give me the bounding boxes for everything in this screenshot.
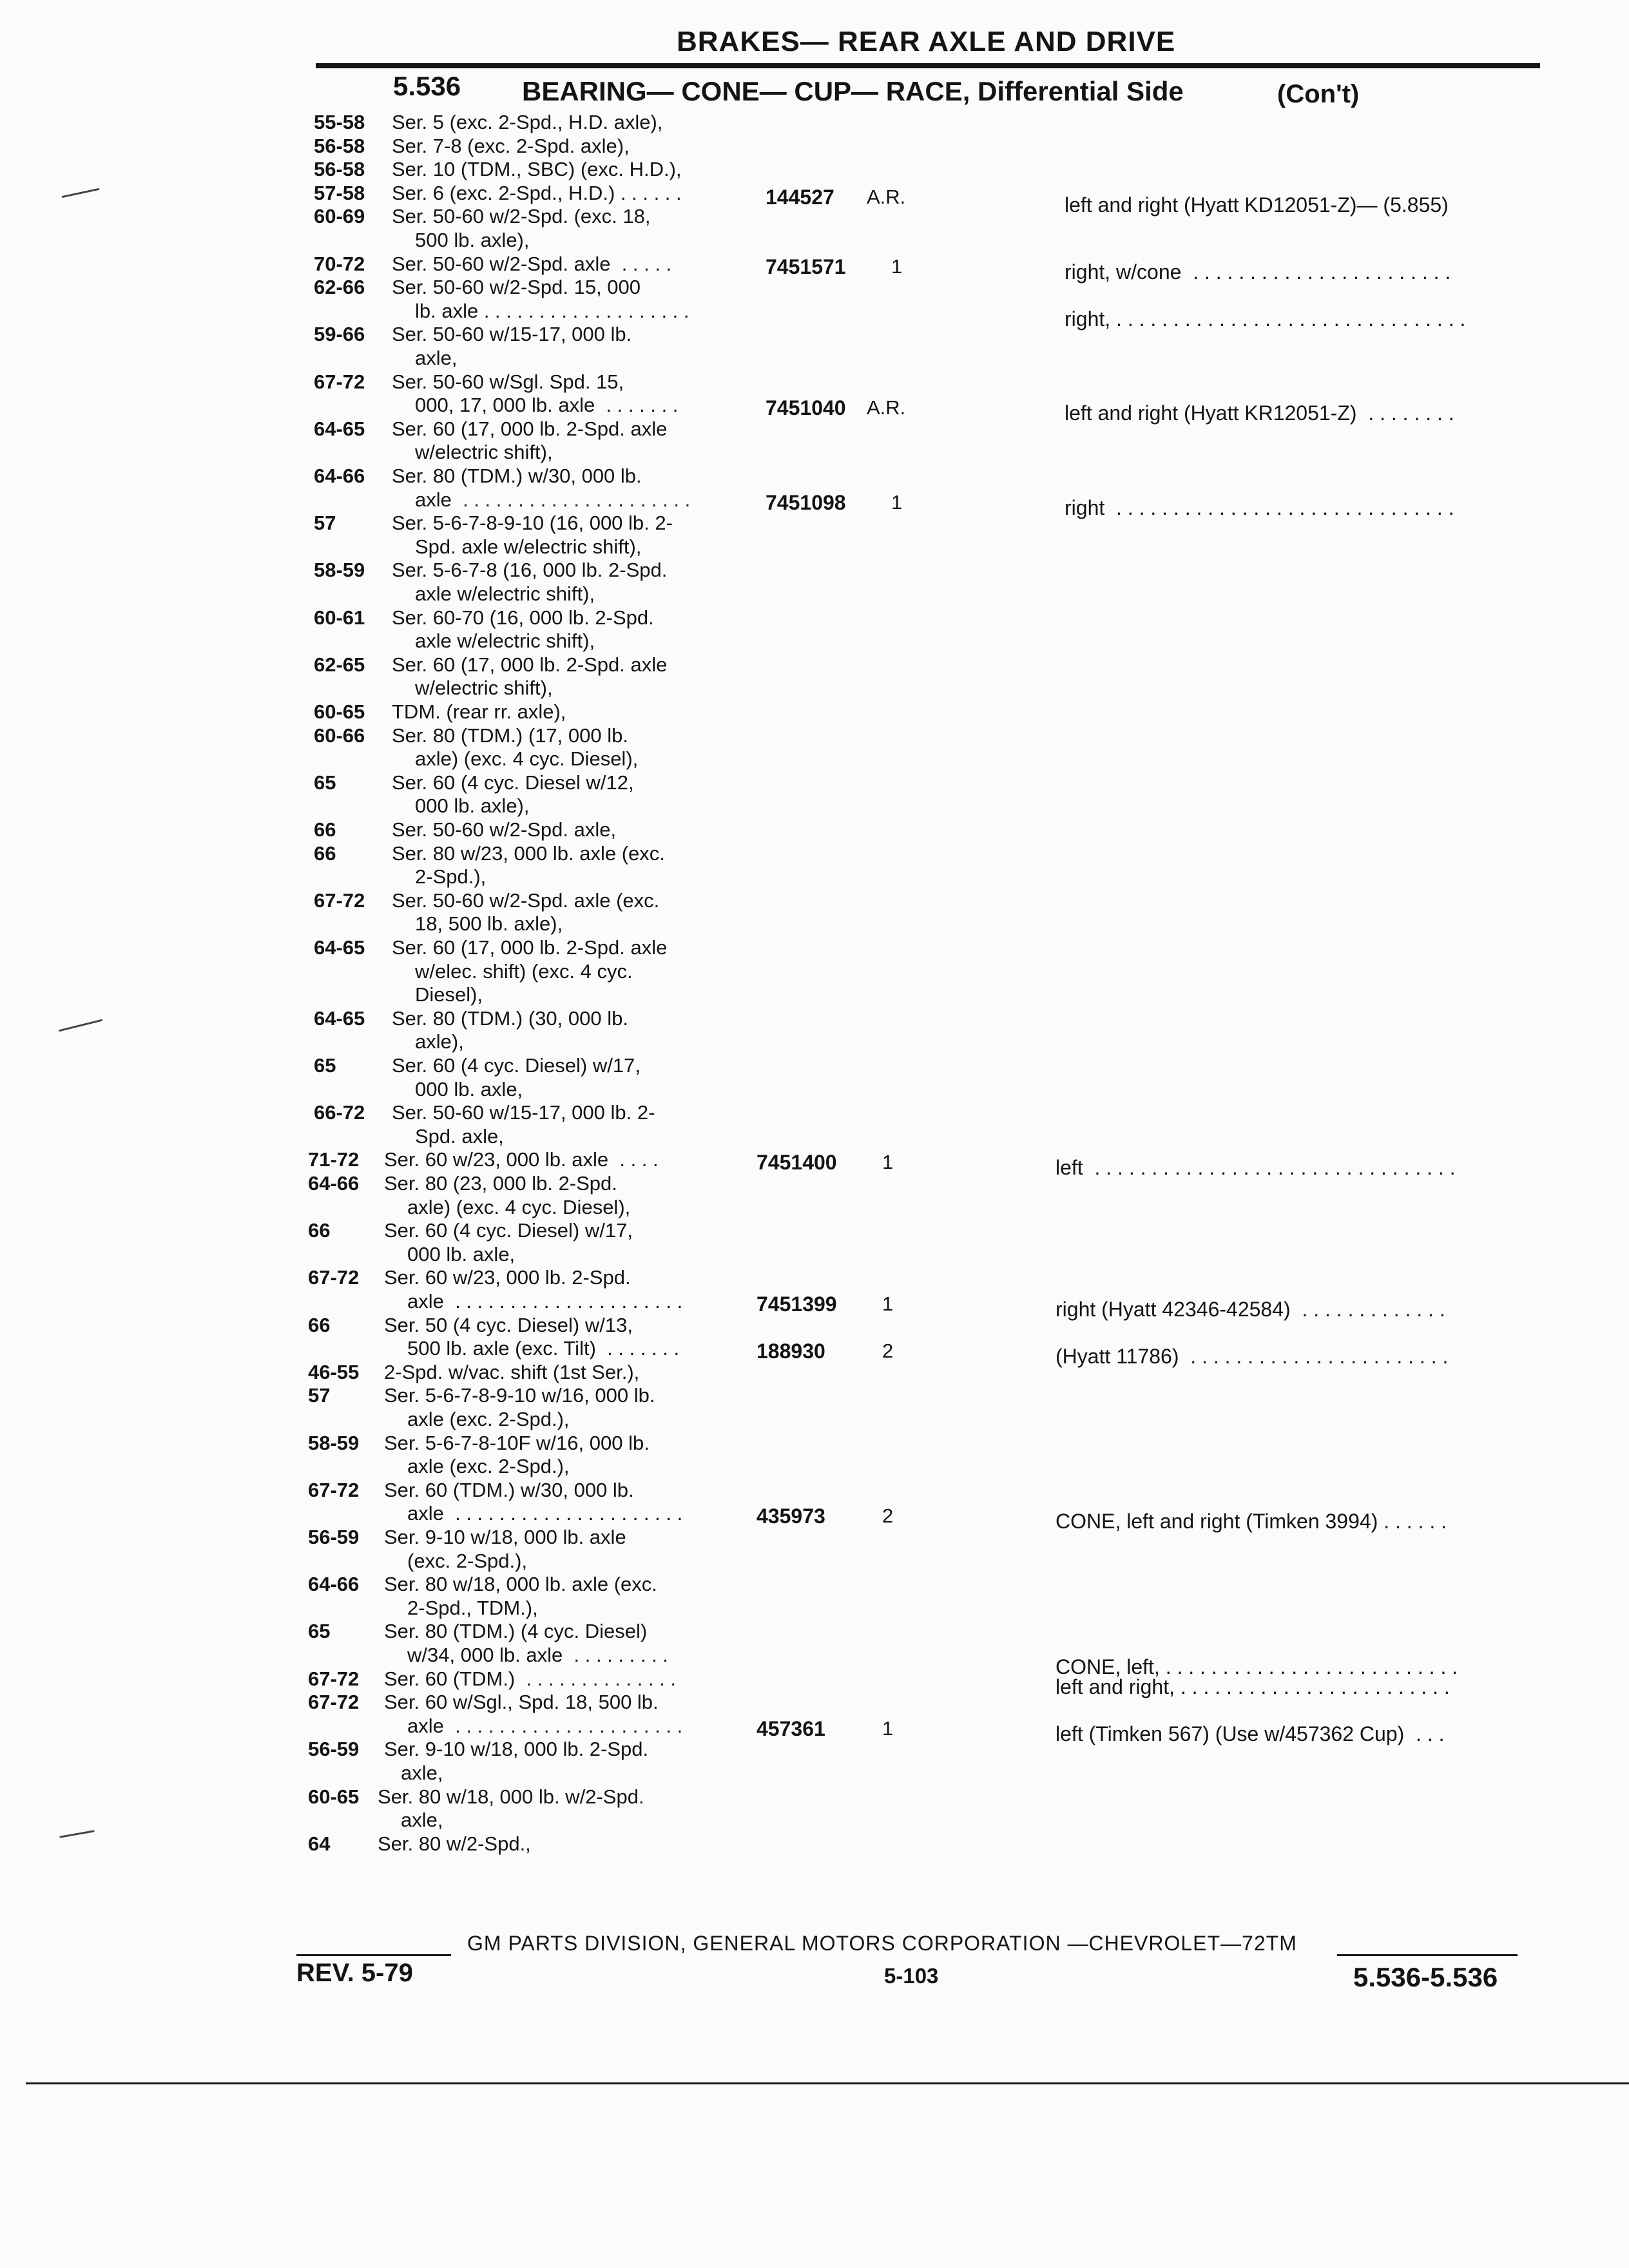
model-years: 65 (314, 771, 336, 794)
part-description: right (Hyatt 42346-42584) . . . . . . . . . . . . . (1055, 1298, 1445, 1321)
model-years: 64-66 (308, 1573, 360, 1595)
model-years: 66 (314, 818, 336, 841)
part-number: 7451399 (757, 1293, 837, 1316)
application-description: Ser. 5-6-7-8 (16, 000 lb. 2-Spd. (392, 559, 668, 581)
application-description: Ser. 60 (4 cyc. Diesel w/12, (392, 771, 634, 794)
part-description: CONE, left, . . . . . . . . . . . . . . . . . . . . . . . . . . (1055, 1655, 1458, 1678)
section-number: 5.536 (393, 71, 461, 101)
application-description: TDM. (rear rr. axle), (392, 700, 566, 723)
application-description: axle . . . . . . . . . . . . . . . . . . . . . (407, 1502, 683, 1524)
application-description: Ser. 60 (4 cyc. Diesel) w/17, (392, 1054, 641, 1077)
model-years: 60-65 (308, 1785, 360, 1808)
application-description: Ser. 60 (4 cyc. Diesel) w/17, (384, 1219, 633, 1242)
application-description: Ser. 50 (4 cyc. Diesel) w/13, (384, 1314, 633, 1336)
model-years: 64 (308, 1832, 331, 1855)
quantity: A.R. (867, 186, 906, 208)
application-description: Spd. axle w/electric shift), (415, 535, 642, 558)
quantity: 1 (882, 1293, 894, 1315)
application-description: Ser. 50-60 w/15-17, 000 lb. (392, 323, 632, 345)
application-description: Ser. 80 (23, 000 lb. 2-Spd. (384, 1172, 617, 1195)
application-description: Ser. 60 (17, 000 lb. 2-Spd. axle (392, 936, 668, 959)
application-description: Ser. 50-60 w/15-17, 000 lb. 2- (392, 1101, 655, 1124)
application-description: 2-Spd.), (415, 865, 487, 888)
part-description: left and right (Hyatt KR12051-Z) . . . . . . . . (1065, 401, 1454, 425)
application-description: Spd. axle, (415, 1125, 504, 1148)
model-years: 70-72 (314, 253, 365, 275)
part-description: CONE, left and right (Timken 3994) . . . . . . (1055, 1510, 1447, 1533)
application-description: Ser. 80 (TDM.) (30, 000 lb. (392, 1007, 628, 1030)
application-description: Ser. 9-10 w/18, 000 lb. 2-Spd. (384, 1738, 649, 1760)
bottom-rule (26, 2082, 1629, 2084)
quantity: 1 (891, 255, 903, 278)
application-description: axle, (415, 347, 458, 369)
part-description: left (Timken 567) (Use w/457362 Cup) . . . (1055, 1722, 1445, 1745)
application-description: Ser. 50-60 w/2-Spd. (exc. 18, (392, 205, 651, 227)
model-years: 58-59 (308, 1432, 360, 1454)
application-description: Ser. 50-60 w/2-Spd. axle . . . . . (392, 253, 672, 275)
quantity: 1 (882, 1151, 894, 1173)
model-years: 66 (314, 842, 336, 865)
part-number: 7451098 (766, 491, 846, 514)
margin-mark (59, 1830, 95, 1838)
part-number: 7451040 (766, 396, 846, 419)
application-description: Ser. 80 w/2-Spd., (378, 1832, 531, 1855)
application-description: Ser. 60 (17, 000 lb. 2-Spd. axle (392, 418, 668, 440)
header-rule (316, 63, 1540, 68)
model-years: 62-65 (314, 653, 365, 676)
model-years: 56-58 (314, 135, 365, 157)
model-years: 56-59 (308, 1738, 360, 1760)
revision-date: REV. 5-79 (296, 1959, 413, 1987)
application-description: Ser. 80 (TDM.) (4 cyc. Diesel) (384, 1620, 648, 1642)
application-description: Ser. 5-6-7-8-9-10 w/16, 000 lb. (384, 1384, 655, 1407)
application-description: w/electric shift), (415, 441, 553, 463)
application-description: axle) (exc. 4 cyc. Diesel), (415, 747, 639, 770)
model-years: 66 (308, 1219, 331, 1242)
application-description: axle (exc. 2-Spd.), (407, 1455, 570, 1477)
application-description: axle, (401, 1809, 443, 1831)
application-description: Ser. 5-6-7-8-10F w/16, 000 lb. (384, 1432, 650, 1454)
application-description: w/electric shift), (415, 677, 553, 699)
application-description: Ser. 10 (TDM., SBC) (exc. H.D.), (392, 158, 682, 180)
application-description: Ser. 60 w/23, 000 lb. 2-Spd. (384, 1266, 631, 1289)
application-description: Ser. 80 w/18, 000 lb. w/2-Spd. (378, 1785, 644, 1808)
application-description: Ser. 7-8 (exc. 2-Spd. axle), (392, 135, 630, 157)
application-description: 2-Spd. w/vac. shift (1st Ser.), (384, 1361, 640, 1383)
model-years: 66-72 (314, 1101, 365, 1124)
model-years: 57-58 (314, 182, 365, 204)
part-description: right, . . . . . . . . . . . . . . . . . . . . . . . . . . . . . . . (1065, 307, 1466, 331)
application-description: axle (exc. 2-Spd.), (407, 1408, 570, 1430)
application-description: Ser. 60 (17, 000 lb. 2-Spd. axle (392, 653, 668, 676)
part-number: 457361 (757, 1717, 825, 1740)
application-description: Ser. 9-10 w/18, 000 lb. axle (384, 1526, 626, 1548)
quantity: 1 (882, 1717, 894, 1740)
model-years: 67-72 (308, 1479, 360, 1501)
application-description: Ser. 50-60 w/2-Spd. axle, (392, 818, 617, 841)
model-years: 64-65 (314, 1007, 365, 1030)
application-description: Ser. 5-6-7-8-9-10 (16, 000 lb. 2- (392, 512, 673, 534)
footer-rule-left (296, 1954, 451, 1956)
application-description: Ser. 60 (TDM.) . . . . . . . . . . . . . . (384, 1667, 677, 1690)
application-description: Ser. 5 (exc. 2-Spd., H.D. axle), (392, 111, 663, 133)
part-number: 435973 (757, 1504, 825, 1528)
part-description: left and right, . . . . . . . . . . . . . . . . . . . . . . . . (1055, 1675, 1450, 1698)
part-description: left . . . . . . . . . . . . . . . . . . . . . . . . . . . . . . . . (1055, 1156, 1456, 1179)
application-description: Diesel), (415, 983, 483, 1006)
application-description: axle w/electric shift), (415, 629, 595, 652)
application-description: 000 lb. axle), (415, 794, 530, 817)
model-years: 60-66 (314, 724, 365, 747)
application-description: 000 lb. axle, (415, 1078, 523, 1100)
quantity: A.R. (867, 396, 906, 419)
application-description: axle) (exc. 4 cyc. Diesel), (407, 1196, 631, 1218)
page-number: 5-103 (884, 1964, 939, 1988)
model-years: 46-55 (308, 1361, 360, 1383)
model-years: 67-72 (308, 1266, 360, 1289)
model-years: 60-65 (314, 700, 365, 723)
model-years: 64-65 (314, 936, 365, 959)
section-continued: (Con't) (1277, 80, 1360, 108)
part-number: 188930 (757, 1340, 825, 1363)
application-description: Ser. 60 w/Sgl., Spd. 18, 500 lb. (384, 1691, 659, 1713)
part-number: 144527 (766, 186, 834, 209)
application-description: Ser. 80 w/23, 000 lb. axle (exc. (392, 842, 665, 865)
part-description: left and right (Hyatt KD12051-Z)— (5.855) (1065, 193, 1449, 216)
application-description: Ser. 50-60 w/Sgl. Spd. 15, (392, 370, 624, 393)
model-years: 71-72 (308, 1148, 360, 1171)
application-description: axle . . . . . . . . . . . . . . . . . . . . . (415, 488, 691, 511)
model-years: 67-72 (314, 889, 365, 912)
section-range: 5.536-5.536 (1353, 1962, 1498, 1992)
model-years: 62-66 (314, 276, 365, 298)
part-description: (Hyatt 11786) . . . . . . . . . . . . . . . . . . . . . . . (1055, 1345, 1449, 1368)
model-years: 64-66 (314, 465, 365, 487)
footer-rule-right (1337, 1954, 1518, 1956)
section-title: BEARING— CONE— CUP— RACE, Differential Side (522, 76, 1184, 106)
application-description: axle . . . . . . . . . . . . . . . . . . . . . (407, 1290, 683, 1312)
application-description: axle . . . . . . . . . . . . . . . . . . . . . (407, 1715, 683, 1737)
application-description: 18, 500 lb. axle), (415, 912, 563, 935)
model-years: 58-59 (314, 559, 365, 581)
application-description: (exc. 2-Spd.), (407, 1550, 528, 1572)
application-description: Ser. 6 (exc. 2-Spd., H.D.) . . . . . . (392, 182, 682, 204)
application-description: axle), (415, 1030, 464, 1053)
model-years: 60-61 (314, 606, 365, 629)
application-description: Ser. 80 (TDM.) w/30, 000 lb. (392, 465, 642, 487)
model-years: 56-58 (314, 158, 365, 180)
margin-mark (59, 1019, 103, 1032)
model-years: 65 (308, 1620, 331, 1642)
model-years: 57 (314, 512, 336, 534)
model-years: 56-59 (308, 1526, 360, 1548)
application-description: w/elec. shift) (exc. 4 cyc. (415, 960, 633, 983)
application-description: Ser. 50-60 w/2-Spd. axle (exc. (392, 889, 660, 912)
model-years: 65 (314, 1054, 336, 1077)
application-description: 500 lb. axle), (415, 229, 530, 251)
part-number: 7451571 (766, 255, 846, 278)
model-years: 60-69 (314, 205, 365, 227)
margin-mark (61, 188, 99, 198)
application-description: 000, 17, 000 lb. axle . . . . . . . (415, 394, 679, 416)
model-years: 64-65 (314, 418, 365, 440)
model-years: 67-72 (314, 370, 365, 393)
application-description: 2-Spd., TDM.), (407, 1597, 538, 1619)
application-description: Ser. 60-70 (16, 000 lb. 2-Spd. (392, 606, 654, 629)
model-years: 59-66 (314, 323, 365, 345)
part-number: 7451400 (757, 1151, 837, 1174)
application-description: w/34, 000 lb. axle . . . . . . . . . (407, 1644, 668, 1666)
model-years: 67-72 (308, 1691, 360, 1713)
application-description: Ser. 80 w/18, 000 lb. axle (exc. (384, 1573, 657, 1595)
application-description: Ser. 60 w/23, 000 lb. axle . . . . (384, 1148, 659, 1171)
footer-organization: GM PARTS DIVISION, GENERAL MOTORS CORPORATION —CHEVROLET—72TM (467, 1932, 1297, 1955)
application-description: axle, (401, 1762, 443, 1784)
model-years: 67-72 (308, 1667, 360, 1690)
quantity: 1 (891, 491, 903, 514)
model-years: 66 (308, 1314, 331, 1336)
application-description: Ser. 80 (TDM.) (17, 000 lb. (392, 724, 628, 747)
page-header-title: BRAKES— REAR AXLE AND DRIVE (677, 26, 1176, 57)
model-years: 55-58 (314, 111, 365, 133)
application-description: lb. axle . . . . . . . . . . . . . . . . . . . (415, 300, 689, 322)
application-description: Ser. 50-60 w/2-Spd. 15, 000 (392, 276, 641, 298)
application-description: Ser. 60 (TDM.) w/30, 000 lb. (384, 1479, 634, 1501)
quantity: 2 (882, 1504, 894, 1527)
application-description: 500 lb. axle (exc. Tilt) . . . . . . . (407, 1337, 680, 1360)
part-description: right, w/cone . . . . . . . . . . . . . . . . . . . . . . . (1065, 260, 1451, 284)
model-years: 57 (308, 1384, 331, 1407)
quantity: 2 (882, 1340, 894, 1362)
model-years: 64-66 (308, 1172, 360, 1195)
application-description: 000 lb. axle, (407, 1243, 516, 1265)
application-description: axle w/electric shift), (415, 582, 595, 605)
part-description: right . . . . . . . . . . . . . . . . . . . . . . . . . . . . . . (1065, 496, 1454, 519)
